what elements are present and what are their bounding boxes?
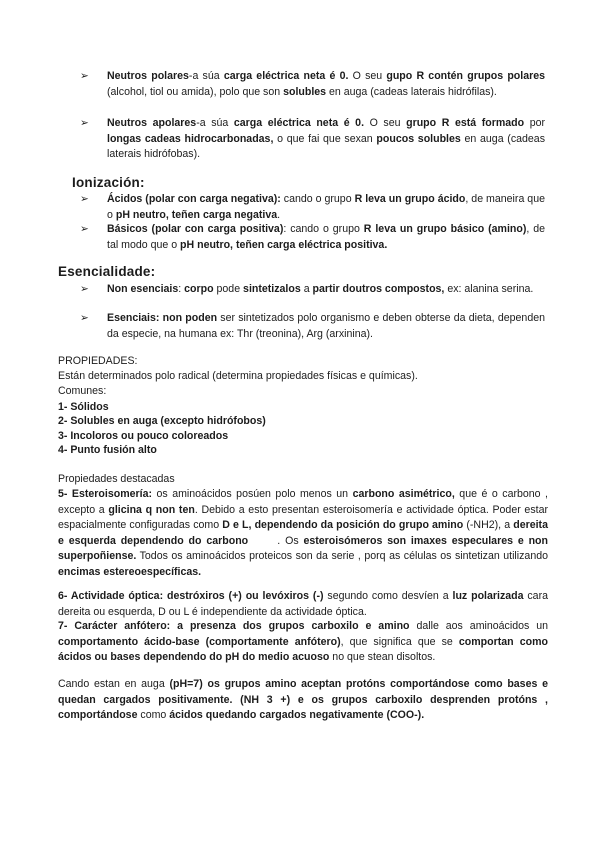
comunes-label: Comunes:	[58, 385, 107, 397]
bullet-arrow-icon: ➢	[80, 223, 89, 235]
comunes-item: 4- Punto fusión alto	[58, 444, 157, 456]
section-heading-esencialidade: Esencialidade:	[58, 264, 156, 279]
comunes-item: 3- Incoloros ou pouco coloreados	[58, 430, 229, 442]
bullet-arrow-icon: ➢	[80, 70, 89, 82]
bullet-esenciais: Esenciais: non poden ser sintetizados polo organismo e deben obterse da dieta, dependen da especie, na humana ex: Thr (treonina), Arg (arxinina).	[107, 312, 545, 340]
bullet-arrow-icon: ➢	[80, 193, 89, 205]
section-heading-ionizacion: Ionización:	[72, 175, 145, 190]
bullet-non-esenciais: Non esenciais: corpo pode sintetizalos a partir doutros compostos, ex: alanina serina.	[107, 283, 534, 295]
paragraph-caracter-anfotero: 7- Carácter anfótero: a presenza dos grupos carboxilo e amino dalle aos aminoácidos un comportamento ácido-base (comportamente anfótero), que significa que se comportan como ácidos ou bases dependendo do pH do medio acuoso no que stean disoltos.	[58, 620, 548, 663]
bullet-neutros-apolares: Neutros apolares-a súa carga eléctrica neta é 0. O seu grupo R está formado por longas cadeas hidrocarbonadas, o que fai que sexan poucos solubles en auga (cadeas laterais hidrófobas).	[107, 117, 546, 160]
bullet-neutros-polares: Neutros polares-a súa carga eléctrica neta é 0. O seu gupo R contén grupos polares (alcohol, tiol ou amida), polo que son solubles en auga (cadeas laterais hidrófilas).	[107, 70, 546, 98]
bullet-arrow-icon: ➢	[80, 117, 89, 129]
bullet-acidos: Ácidos (polar con carga negativa): cando o grupo R leva un grupo ácido, de maneira que o pH neutro, teñen carga negativa.	[107, 193, 545, 221]
comunes-item: 1- Sólidos	[58, 401, 109, 413]
bullet-arrow-icon: ➢	[80, 312, 89, 324]
paragraph-en-auga: Cando estan en auga (pH=7) os grupos amino aceptan protóns comportándose como bases e quedan cargados positivamente. (NH 3 +) e os grupos carboxilo desprenden protóns , comportándose como ácidos quedando cargados negativamente (COO-).	[58, 678, 548, 721]
bullet-basicos: Básicos (polar con carga positiva): cando o grupo R leva un grupo básico (amino), de tal modo que o pH neutro, teñen carga eléctrica positiva.	[107, 223, 546, 251]
comunes-item: 2- Solubles en auga (excepto hidrófobos)	[58, 415, 266, 427]
paragraph-esteroisomeria: 5- Esteroisomería: os aminoácidos posúen polo menos un carbono asimétrico, que é o carbono , excepto a glicina q non ten. Debido a esto presentan esteroisomería e actividade óptica. Poder estar espacialmente configuradas como D e L, dependendo da posición do grupo amino (-NH2), a dereita e esquerda dependendo do carbono . Os esteroisómeros son imaxes especulares e non superpoñiense. Todos os aminoácidos proteicos son da serie , porq as células os sintetizan utilizando encimas estereoespecíficas.	[58, 488, 549, 578]
propiedades-title: PROPIEDADES:	[58, 355, 138, 367]
destacadas-title: Propiedades destacadas	[58, 473, 175, 485]
paragraph-actividade-optica: 6- Actividade óptica: destróxiros (+) ou levóxiros (-) segundo como desvíen a luz polarizada cara dereita ou esquerda, D ou L é independiente da actividade óptica.	[58, 590, 548, 618]
bullet-arrow-icon: ➢	[80, 283, 89, 295]
propiedades-intro: Están determinados polo radical (determina propiedades físicas e químicas).	[58, 370, 418, 382]
